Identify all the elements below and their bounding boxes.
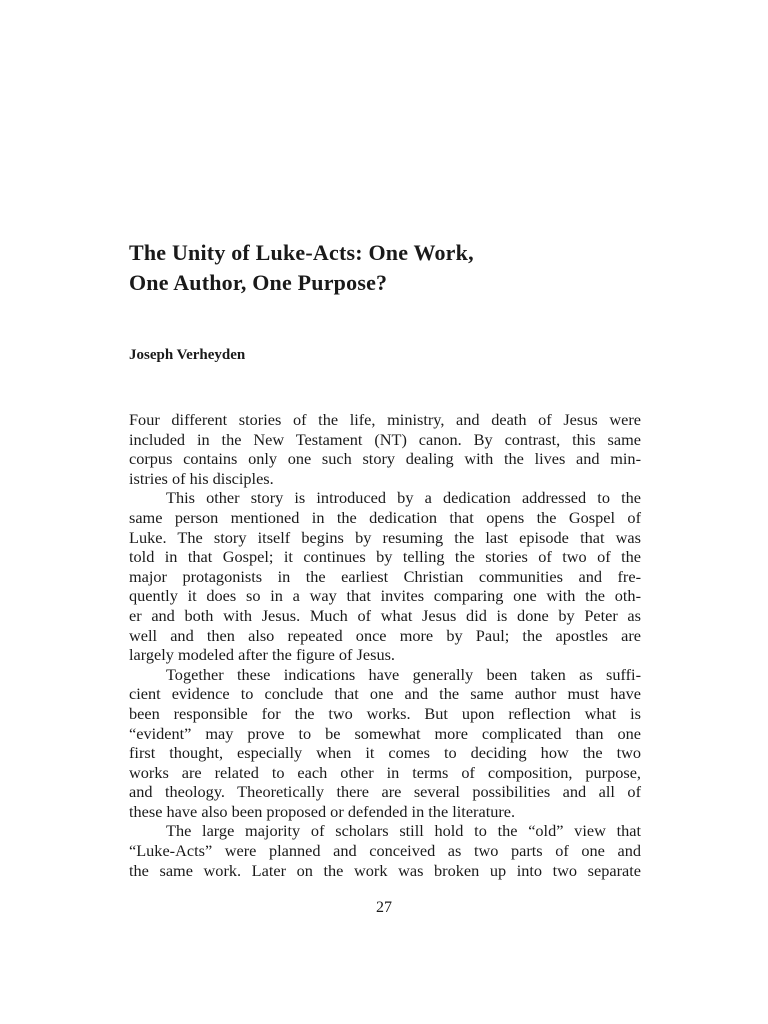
author-name: Joseph Verheyden bbox=[129, 347, 246, 363]
text-line: and theology. Theoretically there are several possibilities and all of bbox=[129, 782, 641, 802]
body-text bbox=[129, 410, 641, 880]
paragraph-3 bbox=[129, 665, 641, 822]
paragraph-2 bbox=[129, 488, 641, 664]
paragraph-1 bbox=[129, 410, 641, 488]
paragraph-4 bbox=[129, 821, 641, 880]
text-line: works are related to each other in terms of composition, purpose, bbox=[129, 762, 641, 782]
text-line: these have also been proposed or defended in the literature. bbox=[129, 801, 516, 821]
text-line: “evident” may prove to be somewhat more complicated than one bbox=[129, 723, 641, 743]
text-line: been responsible for the two works. But upon reflection what is bbox=[129, 703, 641, 723]
text-line: same person mentioned in the dedication that opens the Gospel of bbox=[129, 507, 641, 527]
page-number: 27 bbox=[376, 899, 392, 916]
text-line: Together these indications have generally been taken as suffi- bbox=[166, 664, 641, 684]
title-line-2: One Author, One Purpose? bbox=[129, 270, 388, 295]
text-line: “Luke-Acts” were planned and conceived as two parts of one and bbox=[129, 841, 641, 861]
text-line: corpus contains only one such story dealing with the lives and min- bbox=[129, 449, 641, 469]
text-line: major protagonists in the earliest Christian communities and fre- bbox=[129, 566, 641, 586]
text-line: cient evidence to conclude that one and the same author must have bbox=[129, 684, 641, 704]
text-line: largely modeled after the figure of Jesus. bbox=[129, 645, 395, 665]
text-line: istries of his disciples. bbox=[129, 468, 274, 488]
text-line: The large majority of scholars still hold to the “old” view that bbox=[166, 821, 641, 841]
text-line: This other story is introduced by a dedication addressed to the bbox=[166, 488, 641, 508]
text-line: Luke. The story itself begins by resuming the last episode that was bbox=[129, 527, 641, 547]
title-line-1: The Unity of Luke-Acts: One Work, bbox=[129, 240, 474, 265]
text-line: included in the New Testament (NT) canon. By contrast, this same bbox=[129, 429, 641, 449]
text-line: Four different stories of the life, ministry, and death of Jesus were bbox=[129, 410, 641, 429]
text-line: quently it does so in a way that invites comparing one with the oth- bbox=[129, 586, 641, 606]
text-line: er and both with Jesus. Much of what Jesus did is done by Peter as bbox=[129, 605, 641, 625]
text-line: told in that Gospel; it continues by telling the stories of two of the bbox=[129, 547, 641, 567]
text-line: first thought, especially when it comes to deciding how the two bbox=[129, 743, 641, 763]
text-line: well and then also repeated once more by Paul; the apostles are bbox=[129, 625, 641, 645]
article-title bbox=[129, 238, 649, 298]
text-line: the same work. Later on the work was broken up into two separate bbox=[129, 860, 641, 880]
